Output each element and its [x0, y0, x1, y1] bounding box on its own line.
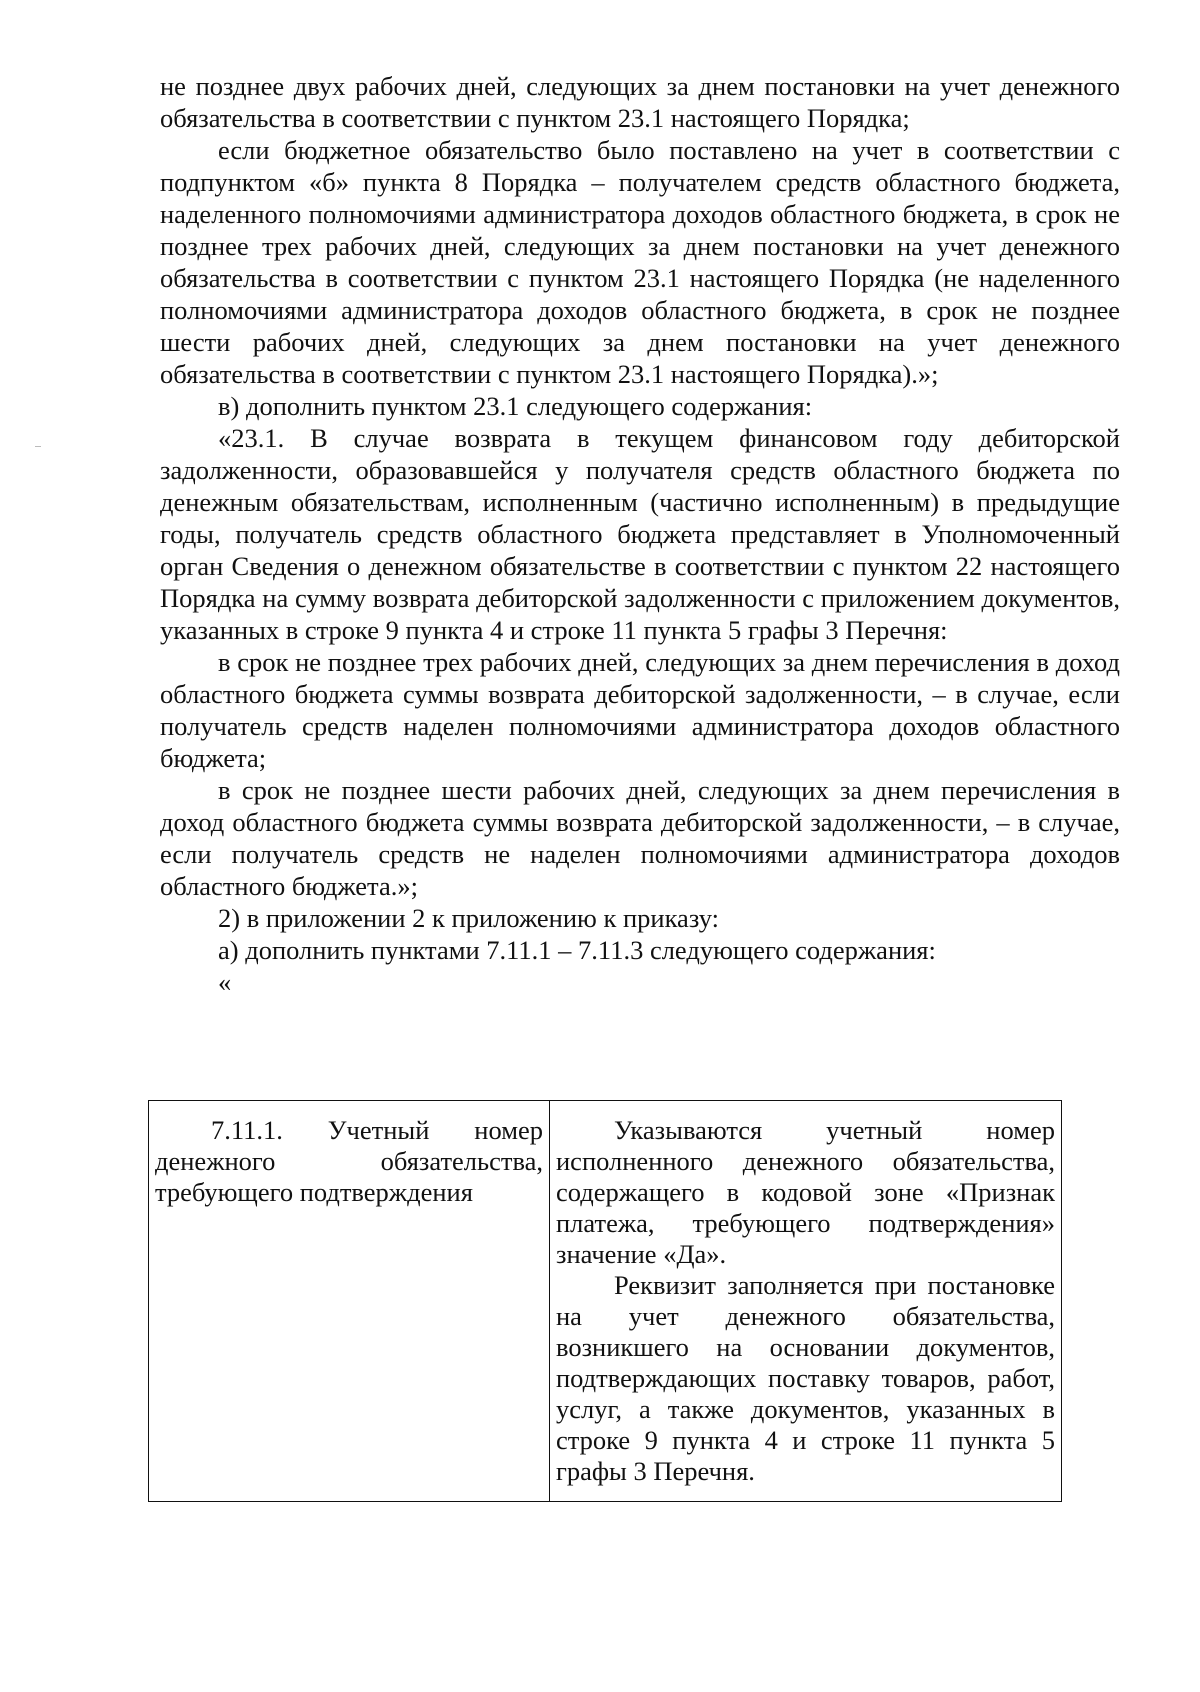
table-row [149, 1101, 1062, 1502]
requisite-description-cell [550, 1101, 1062, 1502]
paragraph-budget-obligation: если бюджетное обязательство было поставлено на учет в соответствии с подпунктом «б» пункта 8 Порядка – получателем средств областного бюджета, наделенного полномочиями администратора доходов областного бюджета, в срок не позднее трех рабочих дней, следующих за днем постановки на учет денежного обязательства в соответствии с пунктом 23.1 настоящего Порядка (не наделенного полномочиями администратора доходов областного бюджета, в срок не позднее шести рабочих дней, следующих за днем постановки на учет денежного обязательства в соответствии с пунктом 23.1 настоящего Порядка).»; [160, 135, 1120, 389]
requisite-table [148, 1100, 1062, 1502]
paragraph-amendment-v: в) дополнить пунктом 23.1 следующего содержания: [218, 391, 813, 421]
paragraph-six-days: в срок не позднее шести рабочих дней, следующих за днем перечисления в доход областного бюджета суммы возврата дебиторской задолженности, – в случае, если получатель средств не наделен полномочиями администратора доходов областного бюджета.»; [160, 775, 1120, 901]
requisite-description: Указываются учетный номер исполненного денежного обязательства, содержащего в кодовой зоне «Признак платежа, требующего подтверждения» значение «Да». [556, 1115, 1055, 1269]
requisite-name-cell [149, 1101, 550, 1502]
requisite-name: 7.11.1. Учетный номер денежного обязательства, требующего подтверждения [155, 1115, 543, 1207]
paragraph-clause-23-1: «23.1. В случае возврата в текущем финансовом году дебиторской задолженности, образовавшейся у получателя средств областного бюджета по денежным обязательствам, исполненным (частично исполненным) в предыдущие годы, получатель средств областного бюджета представляет в Уполномоченный орган Сведения о денежном обязательстве в соответствии с пунктом 22 настоящего Порядка на сумму возврата дебиторской задолженности с приложением документов, указанных в строке 9 пункта 4 и строке 11 пункта 5 графы 3 Перечня: [160, 423, 1120, 645]
paragraph-appendix-2: 2) в приложении 2 к приложению к приказу: [218, 903, 719, 933]
document-body [160, 70, 1120, 998]
paragraph-continuation: не позднее двух рабочих дней, следующих за днем постановки на учет денежного обязательства в соответствии с пунктом 23.1 настоящего Порядка; [160, 71, 1120, 133]
paragraph-amendment-a: а) дополнить пунктами 7.11.1 – 7.11.3 следующего содержания: [218, 935, 936, 965]
scan-margin-mark [35, 446, 41, 447]
paragraph-three-days: в срок не позднее трех рабочих дней, следующих за днем перечисления в доход областного бюджета суммы возврата дебиторской задолженности, – в случае, если получатель средств наделен полномочиями администратора доходов областного бюджета; [160, 647, 1120, 773]
opening-quote-mark: « [218, 967, 232, 997]
requisite-fill-rule: Реквизит заполняется при постановке на учет денежного обязательства, возникшего на основании документов, подтверждающих поставку товаров, работ, услуг, а также документов, указанных в строке 9 пункта 4 и строке 11 пункта 5 графы 3 Перечня. [556, 1270, 1055, 1486]
